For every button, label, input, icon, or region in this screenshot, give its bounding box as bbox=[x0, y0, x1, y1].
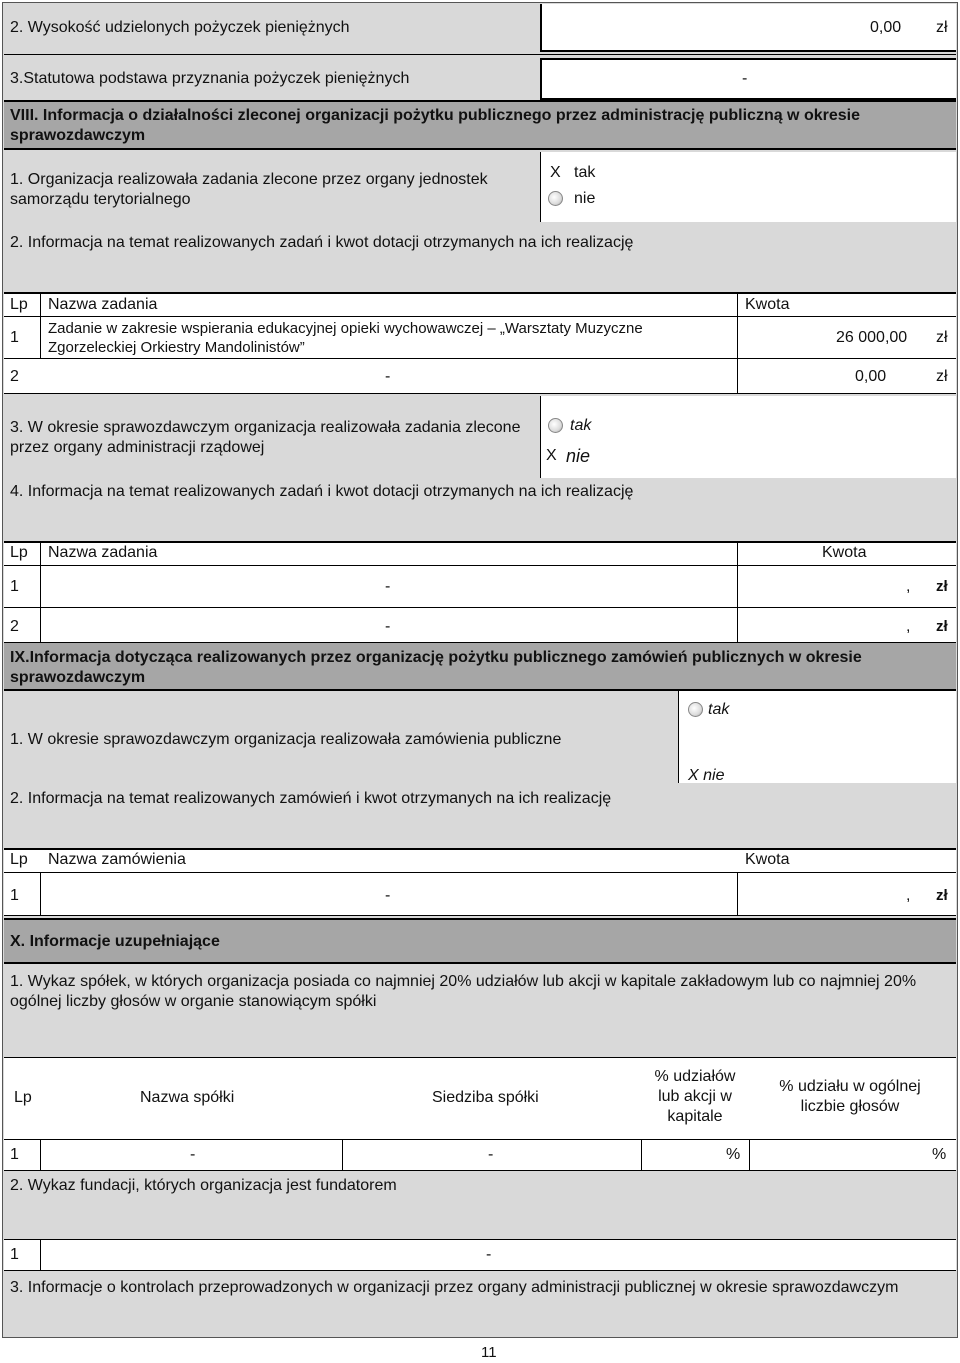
section-x-title: X. Informacje uzupełniające bbox=[10, 933, 220, 950]
t5-row1-name: - bbox=[486, 1246, 492, 1263]
t5-row1-lp: 1 bbox=[10, 1246, 19, 1263]
t3-header-amount: Kwota bbox=[745, 851, 790, 868]
s10-q3-label: 3. Informacje o kontrolach przeprowadzonych w organizacji przez organy administracji publicznej w okresie sprawozdawczym bbox=[10, 1279, 899, 1296]
t4-row1-shares: % bbox=[726, 1146, 741, 1163]
loan-basis-cell bbox=[540, 58, 956, 100]
t2-row1-name: - bbox=[385, 578, 391, 595]
t1-row1-unit: zł bbox=[936, 329, 948, 346]
t1-row1-lp: 1 bbox=[10, 329, 19, 346]
loan-amount-unit: zł bbox=[936, 19, 948, 36]
foundations-table bbox=[4, 1239, 956, 1271]
s8-q3-yes-radio[interactable] bbox=[548, 416, 563, 436]
t1-header-name: Nazwa zadania bbox=[48, 296, 158, 313]
t3-row1-name: - bbox=[385, 887, 391, 904]
t2-row2-name: - bbox=[385, 618, 391, 635]
s8-q3-label: 3. W okresie sprawozdawczym organizacja realizowała zadania zlecone przez organy administracji rządowej bbox=[10, 419, 521, 456]
s8-q1-mark[interactable]: X bbox=[550, 164, 561, 181]
t2-row1-unit: zł bbox=[936, 578, 948, 595]
loan-basis-value: - bbox=[742, 70, 748, 87]
s9-q1-label: 1. W okresie sprawozdawczym organizacja realizowała zamówienia publiczne bbox=[10, 731, 562, 748]
t2-row1-lp: 1 bbox=[10, 578, 19, 595]
t1-row2-unit: zł bbox=[936, 368, 948, 385]
s8-q3-mark[interactable]: X bbox=[546, 447, 557, 464]
t3-row1-lp: 1 bbox=[10, 887, 19, 904]
radio-icon bbox=[688, 702, 703, 717]
t4-row1-lp: 1 bbox=[10, 1146, 19, 1163]
q3-answer-cell bbox=[540, 396, 956, 478]
t1-row1-name: Zadanie w zakresie wspierania edukacyjnej opieki wychowawczej – „Warsztaty Muzyczne Zgorzeleckiej Orkiestry Mandolinistów” bbox=[48, 320, 643, 356]
t4-header-shares: % udziałów lub akcji w kapitale bbox=[654, 1068, 736, 1125]
t4-header-seat: Siedziba spółki bbox=[432, 1089, 539, 1106]
s8-q2-label: 2. Informacja na temat realizowanych zadań i kwot dotacji otrzymanych na ich realizację bbox=[10, 234, 634, 251]
section-ix-title: IX.Informacja dotycząca realizowanych przez organizację pożytku publicznego zamówień publicznych w okresie sprawozdawczym bbox=[10, 649, 862, 686]
t1-row1-amount: 26 000,00 bbox=[836, 329, 908, 346]
q1-answer-cell bbox=[540, 152, 956, 222]
page-number: 11 bbox=[481, 1344, 497, 1361]
s9-q1-yes-radio[interactable] bbox=[688, 700, 703, 720]
s9-q1-yes-label: tak bbox=[708, 701, 730, 718]
t1-header-amount: Kwota bbox=[745, 296, 790, 313]
t2-row2-unit: zł bbox=[936, 618, 948, 635]
t1-row2-name: - bbox=[385, 368, 391, 385]
t3-header-lp: Lp bbox=[10, 851, 28, 868]
t2-row1-amount: , bbox=[906, 578, 911, 595]
t2-header-amount: Kwota bbox=[822, 544, 867, 561]
s8-q1-no-label: nie bbox=[574, 190, 596, 207]
s8-q3-yes-label: tak bbox=[570, 417, 592, 434]
s10-q2-label: 2. Wykaz fundacji, których organizacja jest fundatorem bbox=[10, 1177, 397, 1194]
s8-q1-yes-label: tak bbox=[574, 164, 596, 181]
t2-row2-lp: 2 bbox=[10, 618, 19, 635]
loan-basis-label: 3.Statutowa podstawa przyznania pożyczek pieniężnych bbox=[10, 70, 410, 87]
t4-row1-name: - bbox=[190, 1146, 196, 1163]
s8-q4-label: 4. Informacja na temat realizowanych zadań i kwot dotacji otrzymanych na ich realizację bbox=[10, 483, 634, 500]
s8-q1-no-radio[interactable] bbox=[548, 189, 563, 209]
s9-q1-no-label[interactable]: X nie bbox=[688, 767, 725, 784]
t3-header-name: Nazwa zamówienia bbox=[48, 851, 186, 868]
t4-header-name: Nazwa spółki bbox=[140, 1089, 235, 1106]
t2-row2-amount: , bbox=[906, 618, 911, 635]
t4-header-lp: Lp bbox=[14, 1089, 32, 1106]
radio-icon bbox=[548, 191, 563, 206]
s10-q1-label: 1. Wykaz spółek, w których organizacja posiada co najmniej 20% udziałów lub akcji w kapitale zakładowym lub co najmniej 20% ogólnej liczby głosów w organie stanowiącym spółki bbox=[10, 973, 917, 1010]
section-viii-title: VIII. Informacja o działalności zleconej organizacji pożytku publicznego przez administrację publiczną w okresie sprawozdawczym bbox=[10, 107, 860, 144]
t4-row1-votes: % bbox=[932, 1146, 947, 1163]
t3-row1-amount: , bbox=[906, 887, 911, 904]
radio-icon bbox=[548, 418, 563, 433]
s8-q1-label: 1. Organizacja realizowała zadania zlecone przez organy jednostek samorządu terytorialnego bbox=[10, 171, 488, 208]
loan-amount-value: 0,00 bbox=[870, 19, 902, 36]
t2-header-lp: Lp bbox=[10, 544, 28, 561]
t4-header-votes: % udziału w ogólnej liczbie głosów bbox=[779, 1078, 921, 1115]
t1-row2-lp: 2 bbox=[10, 368, 19, 385]
t1-header-lp: Lp bbox=[10, 296, 28, 313]
t3-row1-unit: zł bbox=[936, 887, 948, 904]
s9-q2-label: 2. Informacja na temat realizowanych zamówień i kwot otrzymanych na ich realizację bbox=[10, 790, 612, 807]
s8-q3-no-label: nie bbox=[566, 446, 591, 466]
loan-amount-label: 2. Wysokość udzielonych pożyczek pieniężnych bbox=[10, 19, 350, 36]
t2-header-name: Nazwa zadania bbox=[48, 544, 158, 561]
t4-row1-seat: - bbox=[488, 1146, 494, 1163]
t1-row2-amount: 0,00 bbox=[855, 368, 887, 385]
